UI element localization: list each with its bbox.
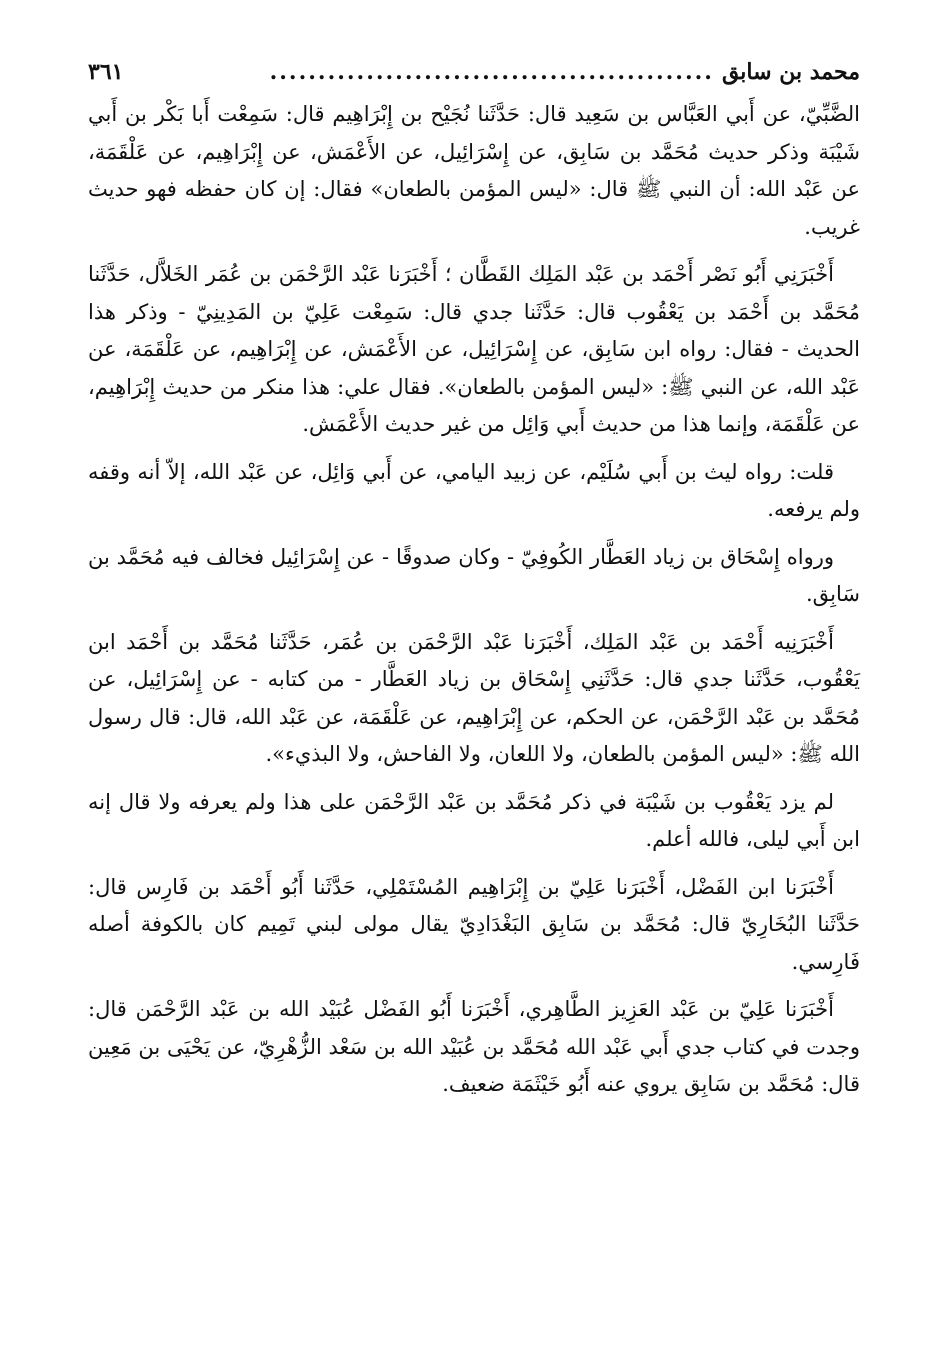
paragraph: ورواه إِسْحَاق بن زياد العَطَّار الكُوفِيّ - وكان صدوقًا - عن إِسْرَائِيل فخالف فيه مُحَمَّد بن سَابِق. (88, 544, 860, 606)
running-head-leader-dots: .............................................. (269, 59, 714, 85)
paragraph: أَخْبَرَنِيه أَحْمَد بن عَبْد المَلِك، أَخْبَرَنا عَبْد الرَّحْمَن بن عُمَر، حَدَّثَنا مُحَمَّد بن أَحْمَد ابن يَعْقُوب، حَدَّثَنا جدي قال: حَدَّثَنِي إِسْحَاق بن زياد العَطَّار - من كتابه - عن إِسْرَائِيل، عن مُحَمَّد بن عَبْد الرَّحْمَن، عن الحكم، عن إِبْرَاهِيم، عن عَلْقَمَة، عن عَبْد الله، قال: قال رسول الله ﷺ: «ليس المؤمن بالطعان، ولا اللعان، ولا الفاحش، ولا البذيء». (88, 629, 860, 766)
document-page (88, 52, 860, 1114)
paragraph: أَخْبَرَنِي أَبُو نَصْر أَحْمَد بن عَبْد المَلِك القَطَّان ؛ أَخْبَرَنا عَبْد الرَّحْمَن بن عُمَر الخَلاَّل، حَدَّثَنا مُحَمَّد بن أَحْمَد بن يَعْقُوب قال: حَدَّثَنا جدي قال: سَمِعْت عَلِيّ بن المَدِينِيّ - وذكر هذا الحديث - فقال: رواه ابن سَابِق، عن إِسْرَائِيل، عن الأَعْمَش، عن إِبْرَاهِيم، عن عَلْقَمَة، عن عَبْد الله، عن النبي ﷺ: «ليس المؤمن بالطعان». فقال علي: هذا منكر من حديث إِبْرَاهِيم، عن عَلْقَمَة، وإنما هذا من حديث أَبي وَائِل من غير حديث الأَعْمَش. (88, 262, 860, 436)
paragraph: الضَّبِّيّ، عن أَبي العَبَّاس بن سَعِيد قال: حَدَّثَنا نُجَيْح بن إِبْرَاهِيم قال: سَمِعْت أَبا بَكْر بن أَبي شَيْبَة وذكر حديث مُحَمَّد بن سَابِق، عن إِسْرَائِيل، عن الأَعْمَش، عن إِبْرَاهِيم، عن عَلْقَمَة، عن عَبْد الله: أن النبي ﷺ قال: «ليس المؤمن بالطعان» فقال: إن كان حفظه فهو حديث غريب. (88, 102, 860, 239)
paragraph: أَخْبَرَنا ابن الفَضْل، أَخْبَرَنا عَلِيّ بن إِبْرَاهِيم المُسْتَمْلِي، حَدَّثَنا أَبُو أَحْمَد بن فَارِس قال: حَدَّثَنا البُخَارِيّ قال: مُحَمَّد بن سَابِق البَغْدَادِيّ يقال مولى لبني تَمِيم كان بالكوفة أصله فَارِسي. (88, 874, 860, 974)
paragraph: قلت: رواه ليث بن أَبي سُلَيْم، عن زبيد اليامي، عن أَبي وَائِل، عن عَبْد الله، إلاّ أنه وقفه ولم يرفعه. (88, 459, 860, 521)
running-head-title: محمد بن سابق (721, 59, 860, 85)
page-number: ٣٦١ (88, 59, 124, 85)
paragraph: أَخْبَرَنا عَلِيّ بن عَبْد العَزِيز الطَّاهِري، أَخْبَرَنا أَبُو الفَضْل عُبَيْد الله بن عَبْد الرَّحْمَن قال: وجدت في كتاب جدي أَبي عَبْد الله مُحَمَّد بن عُبَيْد الله بن سَعْد الزُّهْرِيّ، عن يَحْيَى بن مَعِين قال: مُحَمَّد بن سَابِق يروي عنه أَبُو خَيْثَمَة ضعيف. (88, 997, 860, 1096)
running-head (88, 52, 860, 96)
paragraph: لم يزد يَعْقُوب بن شَيْبَة في ذكر مُحَمَّد بن عَبْد الرَّحْمَن على هذا ولم يعرفه ولا قال إنه ابن أَبي ليلى، فالله أعلم. (88, 789, 860, 851)
